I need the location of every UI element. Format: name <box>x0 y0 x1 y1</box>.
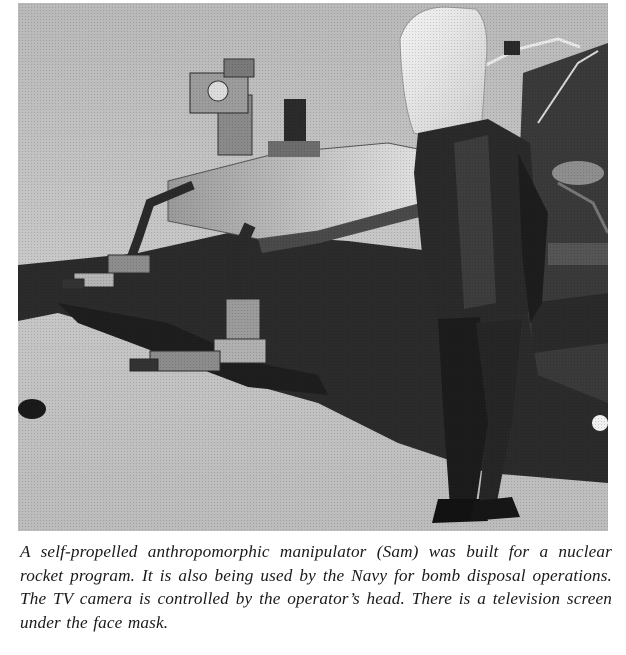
halftone-photograph <box>18 3 608 531</box>
figure-caption: A self-propelled anthropomorphic manipulator (Sam) was built for a nuclear rocket program. It is also being used by the Navy for bomb disposal operations. The TV camera is controlled by the operator’s head. There is a television screen under the face mask. <box>20 542 612 632</box>
